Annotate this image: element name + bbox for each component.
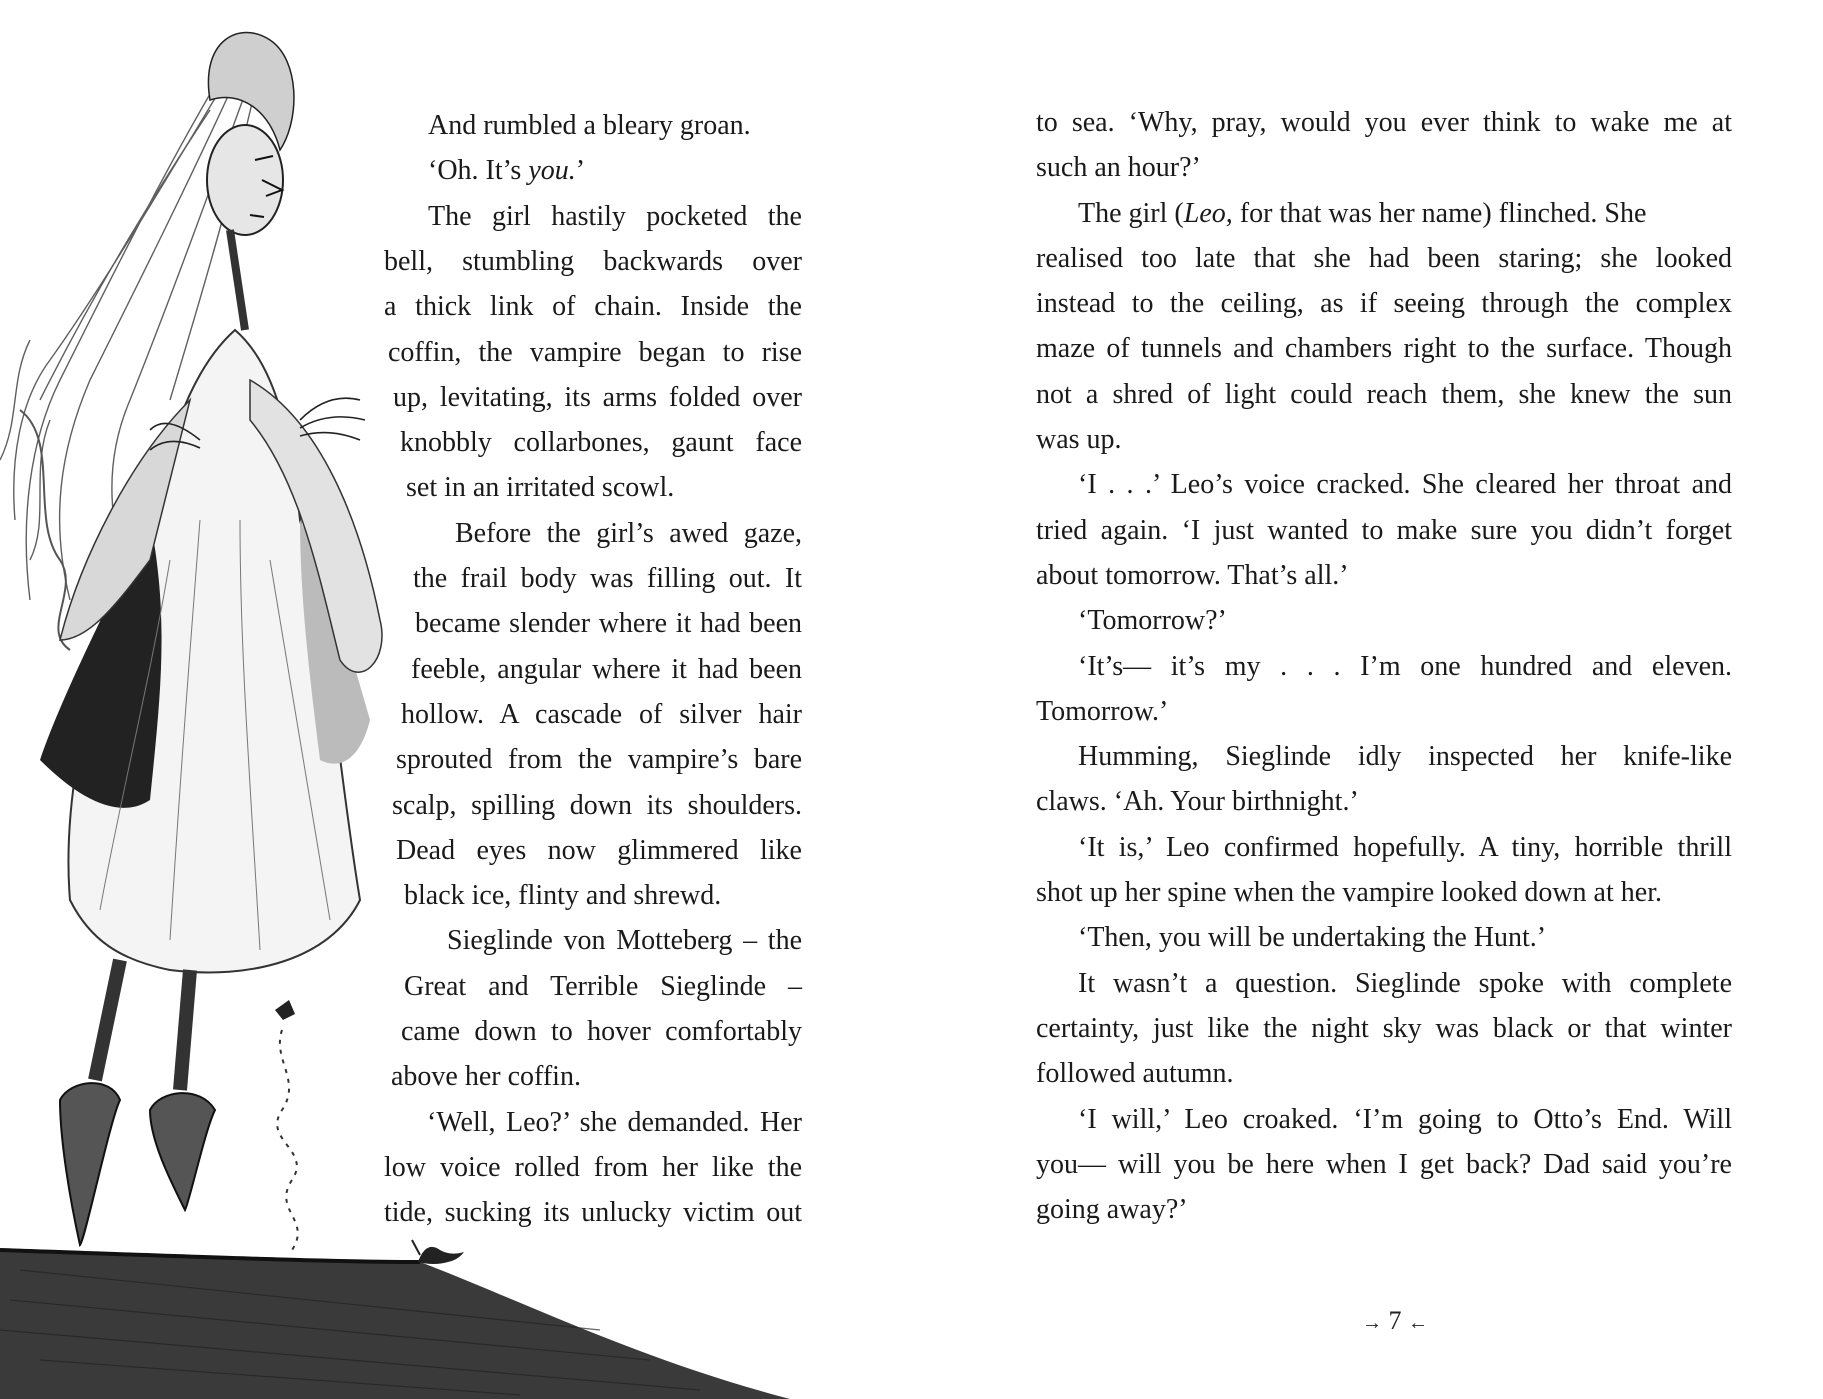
text-line: ‘Tomorrow?’ — [1078, 605, 1227, 637]
page-number-left-ornament: → — [1362, 1311, 1382, 1334]
text-line: certainty, just like the night sky was black or that winter — [1036, 1012, 1732, 1044]
text-line: low voice rolled from her like the — [384, 1151, 802, 1183]
text-line: knobbly collarbones, gaunt face — [400, 427, 802, 459]
text-line: maze of tunnels and chambers right to the surface. Though — [1036, 333, 1732, 365]
text-line: a thick link of chain. Inside the — [384, 291, 802, 323]
text-line: Humming, Sieglinde idly inspected her knife-like — [1078, 741, 1732, 773]
text-line: Sieglinde von Motteberg – the — [447, 925, 802, 957]
text-line: the frail body was filling out. It — [413, 563, 802, 594]
page-number-right-ornament: ← — [1408, 1311, 1428, 1334]
text-line: Tomorrow.’ — [1036, 695, 1169, 727]
text-line: And rumbled a bleary groan. — [428, 110, 751, 141]
text-line: up, levitating, its arms folded over — [393, 381, 802, 413]
text-line: scalp, spilling down its shoulders. — [392, 789, 802, 821]
text-line: such an hour?’ — [1036, 152, 1201, 184]
text-line: about tomorrow. That’s all.’ — [1036, 559, 1349, 591]
text-line: set in an irritated scowl. — [406, 472, 675, 504]
text-line: Great and Terrible Sieglinde – — [404, 970, 802, 1002]
text-line: The girl hastily pocketed the — [428, 200, 802, 232]
text-line: instead to the ceiling, as if seeing through the complex — [1036, 288, 1732, 320]
text-line: ‘It is,’ Leo confirmed hopefully. A tiny, horrible thrill — [1078, 831, 1732, 863]
text-line: realised too late that she had been staring; she looked — [1036, 242, 1732, 274]
text-line: ‘It’s— it’s my . . . I’m one hundred and eleven. — [1078, 650, 1732, 682]
text-line: claws. ‘Ah. Your birthnight.’ — [1036, 786, 1359, 818]
text-line: feeble, angular where it had been — [411, 653, 802, 685]
text-line: going away?’ — [1036, 1194, 1188, 1226]
page-number-value: 7 — [1388, 1306, 1402, 1335]
text-line — [1036, 191, 1732, 236]
text-line: coffin, the vampire began to rise — [388, 336, 802, 368]
text-line: tide, sucking its unlucky victim out — [384, 1197, 802, 1229]
emphasis-text: Leo, — [1183, 197, 1233, 229]
text-segment: for that was her name) flinched. She — [1232, 197, 1647, 229]
page-number — [1345, 1306, 1445, 1336]
text-line: ‘I . . .’ Leo’s voice cracked. She cleared her throat and — [1078, 469, 1732, 501]
text-segment: The girl ( — [1078, 197, 1184, 229]
text-line: It wasn’t a question. Sieglinde spoke with complete — [1078, 967, 1732, 999]
text-line: black ice, flinty and shrewd. — [404, 880, 722, 912]
text-line: hollow. A cascade of silver hair — [401, 698, 802, 730]
right-page-text — [1036, 100, 1732, 1232]
text-line: you— will you be here when I get back? Dad said you’re — [1036, 1148, 1732, 1180]
text-line: sprouted from the vampire’s bare — [396, 744, 802, 776]
text-line: tried again. ‘I just wanted to make sure you didn’t forget — [1036, 514, 1732, 546]
text-line: ‘Then, you will be undertaking the Hunt.’ — [1078, 922, 1547, 954]
text-segment: ‘Oh. It’s — [428, 155, 529, 187]
text-line: bell, stumbling backwards over — [384, 245, 802, 277]
emphasis-text: you. — [528, 155, 576, 187]
text-line: above her coffin. — [391, 1061, 581, 1093]
text-segment: ’ — [575, 155, 586, 187]
text-line: ‘I will,’ Leo croaked. ‘I’m going to Otto’s End. Will — [1078, 1103, 1732, 1135]
text-line: ‘Well, Leo?’ she demanded. Her — [427, 1106, 802, 1138]
text-line: Dead eyes now glimmered like — [396, 834, 802, 866]
text-line — [428, 148, 585, 193]
text-line: became slender where it had been — [415, 608, 802, 640]
text-line: Before the girl’s awed gaze, — [455, 517, 802, 549]
text-line: followed autumn. — [1036, 1058, 1234, 1090]
text-line: shot up her spine when the vampire looked down at her. — [1036, 877, 1662, 909]
text-line: came down to hover comfortably — [401, 1016, 802, 1047]
text-line: to sea. ‘Why, pray, would you ever think to wake me at — [1036, 107, 1732, 138]
text-line: was up. — [1036, 424, 1122, 456]
text-line: not a shred of light could reach them, she knew the sun — [1036, 378, 1732, 410]
